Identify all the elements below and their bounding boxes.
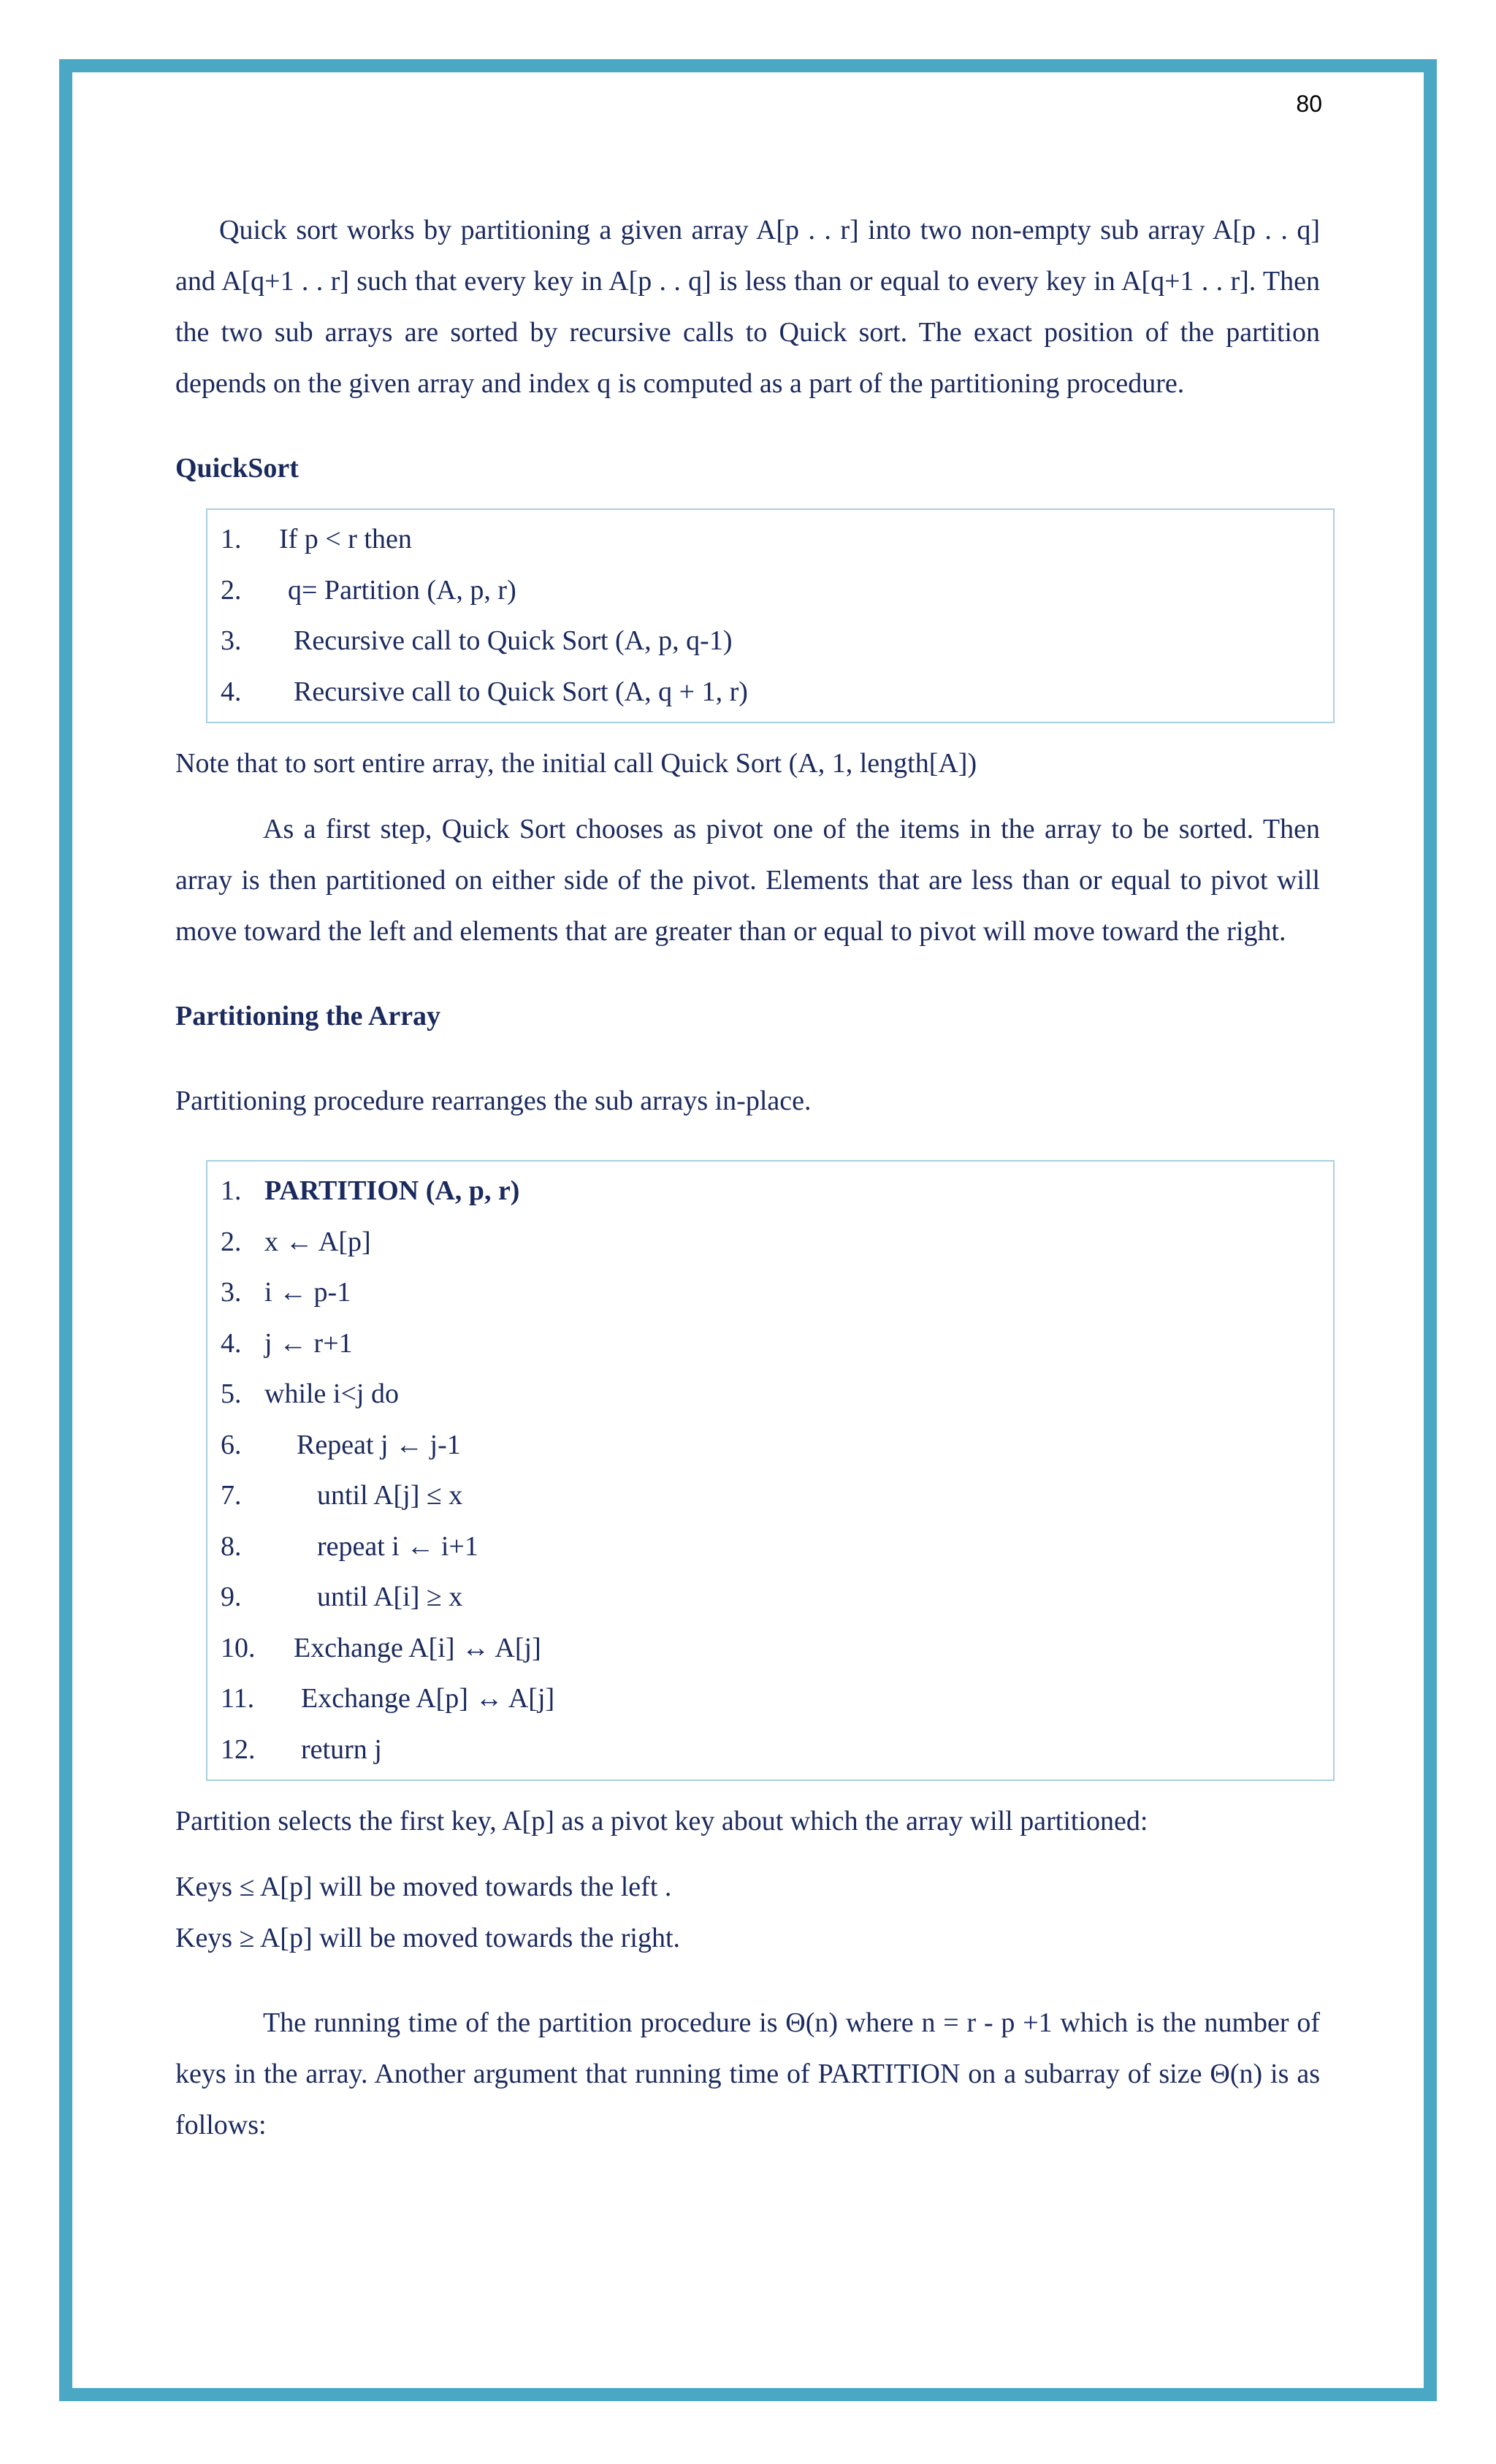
quicksort-line (221, 616, 1333, 667)
page-number: 80 (1296, 91, 1322, 117)
partition-select-line: Partition selects the first key, A[p] as a pivot key about which the array will partitioned: (175, 1806, 1148, 1836)
line-number: 8. (221, 1530, 242, 1562)
partition-line (221, 1319, 1333, 1370)
partition-line (221, 1217, 1333, 1268)
line-number: 7. (221, 1480, 242, 1511)
partition-line (221, 1725, 1333, 1776)
quicksort-heading: QuickSort (175, 453, 299, 484)
line-text: until A[i] ≥ x (317, 1582, 463, 1612)
line-text: q= Partition (A, p, r) (288, 574, 516, 606)
line-text: return j (301, 1733, 382, 1765)
running-time-paragraph: The running time of the partition procedure is Θ(n) where n = r - p +1 which is the number of keys in the array. Another argument that running time of PARTITION on a subarray of size Θ(n) is as follows: (175, 2007, 1320, 2140)
line-text: Repeat j ← j-1 (297, 1429, 461, 1460)
quicksort-line (221, 565, 1333, 617)
line-number: 6. (221, 1429, 242, 1460)
partition-line (221, 1369, 1333, 1420)
line-number: 4. (221, 676, 242, 707)
line-number: 9. (221, 1582, 242, 1612)
line-text: j ← r+1 (264, 1327, 353, 1359)
partition-heading: Partitioning the Array (175, 1001, 441, 1031)
quicksort-pseudocode-box (206, 508, 1335, 723)
line-number: 10. (221, 1632, 256, 1663)
line-number: 4. (221, 1327, 242, 1359)
line-number: 5. (221, 1378, 242, 1409)
pivot-paragraph: As a first step, Quick Sort chooses as pivot one of the items in the array to be sorted. Then array is then partitioned on either side of the pivot. Elements that are less than or equal to pivot will move toward the left and elements that are greater than or equal to pivot will move toward the right. (175, 814, 1320, 947)
partition-line (221, 1420, 1333, 1471)
partition-intro: Partitioning procedure rearranges the sub arrays in-place. (175, 1086, 812, 1116)
quicksort-line (221, 514, 1333, 565)
line-number: 3. (221, 1277, 242, 1308)
line-number: 1. (221, 524, 242, 554)
keys-right-line: Keys ≥ A[p] will be moved towards the right. (175, 1923, 681, 1953)
line-number: 12. (221, 1733, 256, 1765)
partition-line (221, 1522, 1333, 1573)
line-number: 2. (221, 574, 242, 606)
partition-line (221, 1674, 1333, 1725)
line-text: Recursive call to Quick Sort (A, q + 1, r) (294, 676, 748, 707)
partition-line (221, 1166, 1333, 1217)
line-number: 3. (221, 625, 242, 656)
intro-paragraph: Quick sort works by partitioning a given array A[p . . r] into two non-empty sub array A[p . . q] and A[q+1 . . r] such that every key in A[p . . q] is less than or equal to every key in A[q+1 . . r]. Then the two sub arrays are sorted by recursive calls to Quick sort. The exact position of the partition depends on the given array and index q is computed as a part of the partitioning procedure. (175, 215, 1320, 399)
line-text: repeat i ← i+1 (317, 1530, 478, 1562)
partition-line (221, 1471, 1333, 1522)
line-number: 1. (221, 1175, 242, 1206)
note-line: Note that to sort entire array, the initial call Quick Sort (A, 1, length[A]) (175, 748, 977, 779)
partition-pseudocode-box (206, 1160, 1335, 1781)
partition-line (221, 1623, 1333, 1674)
partition-line (221, 1572, 1333, 1623)
line-number: 11. (221, 1683, 255, 1714)
line-text: while i<j do (264, 1378, 399, 1409)
line-text: x ← A[p] (264, 1226, 371, 1257)
line-number: 2. (221, 1226, 242, 1257)
line-text: until A[j] ≤ x (317, 1480, 463, 1511)
quicksort-line (221, 667, 1333, 718)
line-text: Exchange A[p] ↔ A[j] (301, 1683, 555, 1714)
keys-left-line: Keys ≤ A[p] will be moved towards the left . (175, 1872, 672, 1902)
line-text: PARTITION (A, p, r) (264, 1175, 520, 1206)
line-text: Exchange A[i] ↔ A[j] (294, 1632, 541, 1663)
document-body (175, 205, 1320, 2151)
line-text: i ← p-1 (264, 1277, 351, 1308)
line-text: If p < r then (279, 524, 412, 554)
partition-line (221, 1267, 1333, 1319)
line-text: Recursive call to Quick Sort (A, p, q-1) (294, 625, 733, 656)
